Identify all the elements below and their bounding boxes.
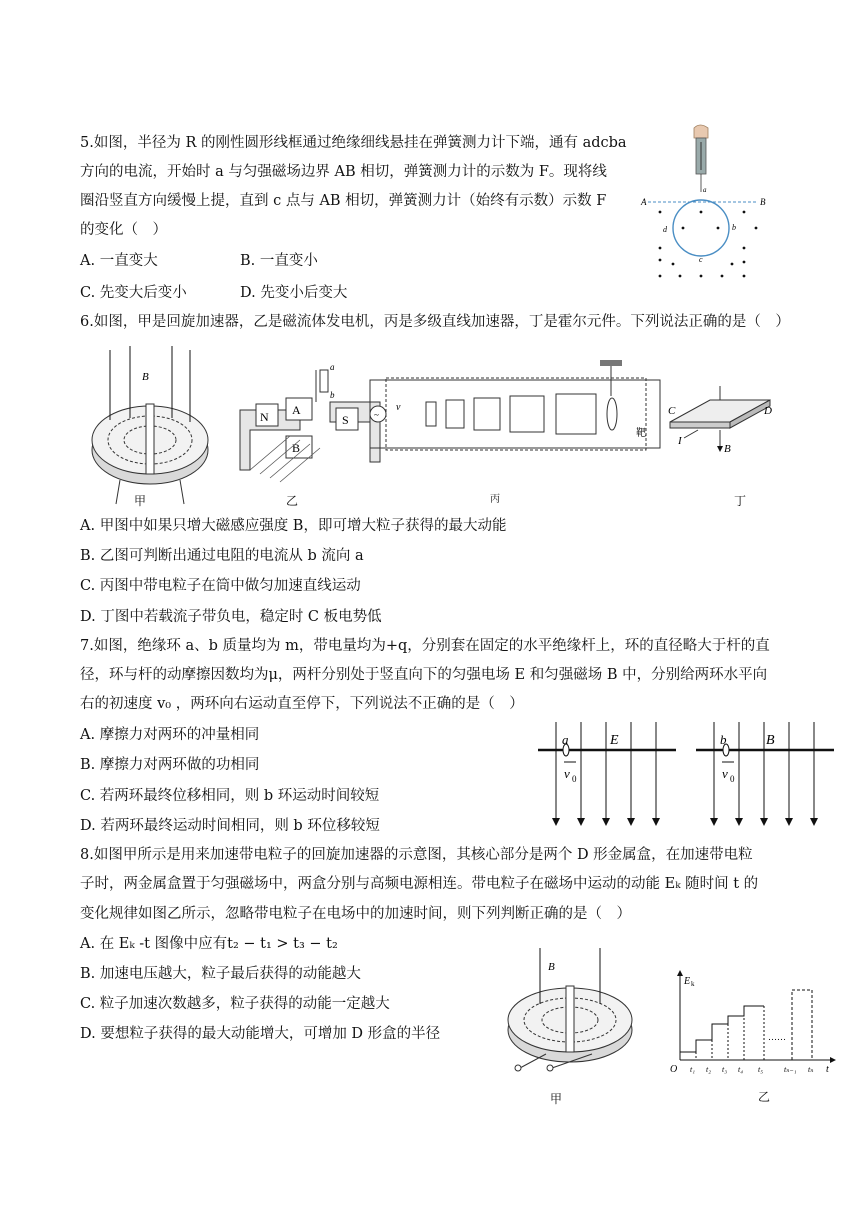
q5-option-b: B. 一直变小 [240, 253, 318, 269]
q7-label-v0-sub-b: 0 [730, 774, 735, 784]
q7-stem-line-3: 右的初速度 v₀ ，两环向右运动直至停下，下列说法不正确的是（ ） [80, 696, 524, 712]
q8-axis-label-ek: E [684, 976, 691, 987]
q6-label-B1: B [142, 371, 149, 383]
q5-label-d: d [663, 225, 667, 234]
q8-ek-t-graph [668, 968, 836, 1080]
q6-option-d: D. 丁图中若载流子带负电，稳定时 C 板电势低 [80, 609, 382, 625]
q8-tick-tn: tₙ [808, 1065, 814, 1074]
q6-label-D: D [764, 405, 772, 417]
q8-option-d: D. 要想粒子获得的最大动能增大，可增加 D 形盒的半径 [80, 1026, 441, 1042]
q5-stem-line-1: 5.如图，半径为 R 的刚性圆形线框通过绝缘细线悬挂在弹簧测力计下端，通有 adcba [80, 135, 627, 151]
q6-label-B3: B [724, 443, 731, 455]
q5-stem-line-4: 的变化（ ） [80, 222, 167, 238]
q7-stem-line-2: 径，环与杆的动摩擦因数均为μ，两杆分别处于竖直向下的匀强电场 E 和匀强磁场 B 中，分别给两环水平向 [80, 667, 768, 683]
q8-label-B: B [548, 961, 555, 973]
q7-label-B: B [766, 733, 775, 748]
q6-caption-bing: 丙 [490, 494, 500, 505]
q8-tick-t4: t₄ [738, 1065, 744, 1074]
q5-option-a: A. 一直变大 [80, 253, 158, 269]
q7-label-b: b [720, 732, 727, 747]
q6-caption-yi: 乙 [286, 494, 299, 508]
q6-figures [80, 340, 790, 512]
q6-label-I: I [678, 435, 682, 447]
q6-linear-accelerator-figure [370, 360, 660, 450]
q8-tick-tn-1: tₙ₋₁ [784, 1065, 797, 1074]
q6-option-a: A. 甲图中如果只增大磁感应强度 B，即可增大粒子获得的最大动能 [80, 518, 507, 534]
q7-label-v0-b: v [722, 766, 728, 781]
q5-label-c: c [699, 255, 703, 264]
q8-axis-label-ek-sub: k [691, 980, 695, 988]
q6-label-b: b [330, 390, 335, 400]
q8-axis-label-t: t [826, 1064, 829, 1075]
q5-stem-line-2: 方向的电流，开始时 a 与匀强磁场边界 AB 相切，弹簧测力计的示数为 F。现将线 [80, 164, 607, 180]
q5-label-b: b [732, 223, 736, 232]
svg-text:~: ~ [374, 410, 379, 420]
q7-figure-rods-in-fields [536, 720, 836, 832]
q8-stem-line-1: 8.如图甲所示是用来加速带电粒子的回旋加速器的示意图，其核心部分是两个 D 形金属盒，在加速带电粒 [80, 847, 753, 863]
q5-label-a: a [703, 186, 707, 194]
q7-label-v0-a: v [564, 766, 570, 781]
q6-label-S: S [342, 413, 349, 427]
q7-option-d: D. 若两环最终运动时间相同，则 b 环位移较短 [80, 818, 380, 834]
q6-hall-element-figure [668, 386, 772, 455]
q8-stem-line-3: 变化规律如图乙所示，忽略带电粒子在电场中的加速时间，则下列判断正确的是（ ） [80, 906, 631, 922]
q7-label-a: a [562, 732, 569, 747]
q7-stem-line-1: 7.如图，绝缘环 a、b 质量均为 m，带电量均为+q，分别套在固定的水平绝缘杆上，环的直径略大于杆的直 [80, 638, 770, 654]
q6-option-c: C. 丙图中带电粒子在筒中做匀加速直线运动 [80, 578, 361, 594]
q6-label-N: N [260, 410, 269, 424]
q8-ellipsis: …… [768, 1032, 786, 1042]
q8-option-c: C. 粒子加速次数越多，粒子获得的动能一定越大 [80, 996, 390, 1012]
q8-step-bars [680, 990, 812, 1060]
q6-caption-ding: 丁 [734, 494, 747, 508]
q5-label-B: B [760, 197, 766, 207]
q6-option-b: B. 乙图可判断出通过电阻的电流从 b 流向 a [80, 548, 364, 564]
q5-option-c: C. 先变大后变小 [80, 285, 187, 301]
q5-label-A: A [641, 197, 647, 207]
q6-label-A: A [292, 403, 301, 417]
q6-label-a: a [330, 362, 335, 372]
q8-tick-t1: t₁ [690, 1065, 696, 1074]
q5-stem-line-3: 圈沿竖直方向缓慢上提，直到 c 点与 AB 相切，弹簧测力计（始终有示数）示数 F [80, 193, 607, 209]
q8-tick-t5: t₅ [758, 1065, 764, 1074]
q5-option-d: D. 先变小后变大 [240, 285, 348, 301]
q6-label-C: C [668, 405, 676, 417]
q7-option-c: C. 若两环最终位移相同，则 b 环运动时间较短 [80, 788, 380, 804]
q8-origin-label: O [670, 1064, 678, 1075]
q6-label-target: 靶 [636, 428, 646, 439]
q8-tick-t3: t₃ [722, 1065, 728, 1074]
q7-label-E: E [610, 733, 619, 748]
q5-figure-coil-in-field [638, 124, 778, 284]
q8-caption-jia: 甲 [550, 1092, 563, 1106]
q8-stem-line-2: 子时，两金属盒置于匀强磁场中，两盒分别与高频电源相连。带电粒子在磁场中运动的动能 Eₖ 随时间 t 的 [80, 876, 759, 892]
q7-electric-field-panel [538, 722, 676, 820]
q6-mhd-generator-figure [240, 362, 380, 482]
q6-label-v: v [396, 402, 401, 413]
q8-cyclotron-figure [496, 944, 646, 1074]
q6-cyclotron-figure [92, 346, 208, 504]
q8-option-b: B. 加速电压越大，粒子最后获得的动能越大 [80, 966, 361, 982]
q7-option-a: A. 摩擦力对两环的冲量相同 [80, 727, 260, 743]
q8-option-a: A. 在 Eₖ -t 图像中应有t₂ − t₁ > t₃ − t₂ [80, 936, 338, 952]
q7-option-b: B. 摩擦力对两环做的功相同 [80, 757, 260, 773]
q6-label-B2: B [292, 441, 301, 455]
q7-magnetic-field-panel [696, 722, 834, 820]
q8-caption-yi: 乙 [758, 1090, 771, 1104]
q6-stem: 6.如图，甲是回旋加速器，乙是磁流体发电机，丙是多级直线加速器，丁是霍尔元件。下列说法正确的是（ ） [80, 314, 790, 330]
q7-label-v0-sub-a: 0 [572, 774, 577, 784]
q8-tick-t2: t₂ [706, 1065, 712, 1074]
q6-caption-jia: 甲 [134, 494, 147, 508]
